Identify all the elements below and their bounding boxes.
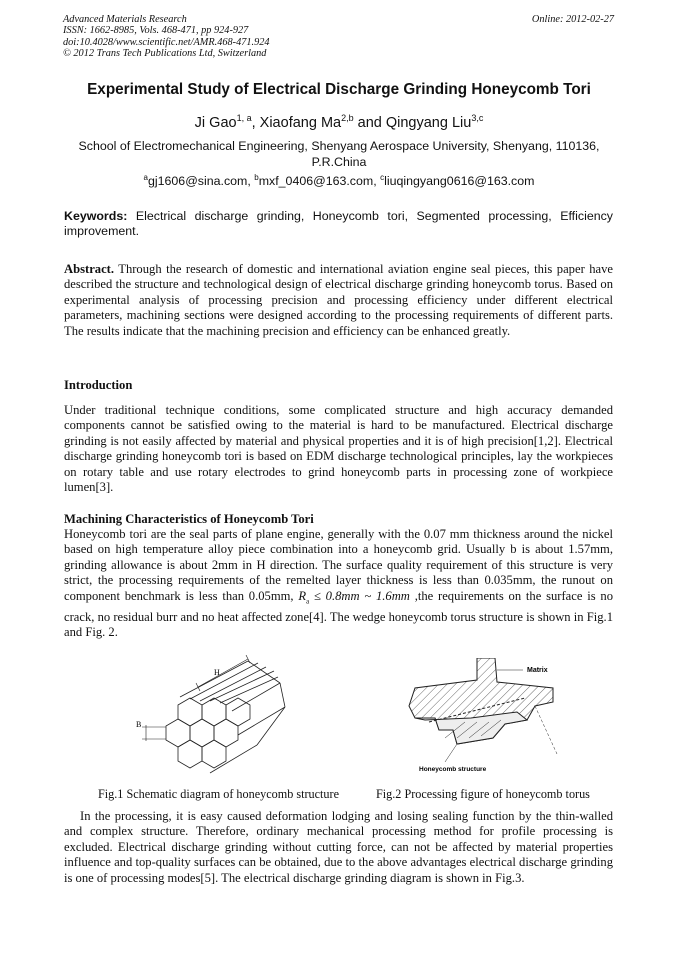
author-1: Ji Gao bbox=[194, 115, 237, 131]
author-2-sup: 2,b bbox=[341, 113, 354, 124]
introduction-text: Under traditional technique conditions, some complicated structure and high accuracy demanded components cannot be satisfied owing to the material is hard to be manufactured. Electrical discharge grinding is not easily affected by material and physical properties and it is of high precision[1,2]. Electrical discharge grinding honeycomb tori is based on EDM discharge technological principles, lay the workpieces on rotary table and use rotary electrodes to grind honeycomb parts in processing zone of workpiece lumen[3]. bbox=[64, 403, 613, 495]
figure-1-caption: Fig.1 Schematic diagram of honeycomb structure bbox=[98, 787, 339, 801]
figure-2-torus bbox=[405, 658, 565, 778]
email-b: mxf_0406@163.com, bbox=[258, 174, 381, 188]
issn-line: ISSN: 1662-8985, Vols. 468-471, pp 924-927 bbox=[63, 25, 249, 37]
email-sup-c: c bbox=[380, 172, 385, 182]
keywords-text: Electrical discharge grinding, Honeycomb tori, Segmented processing, Efficiency improvement. bbox=[64, 209, 613, 238]
introduction-heading: Introduction bbox=[64, 378, 133, 392]
doi-line: doi:10.4028/www.scientific.net/AMR.468-471.924 bbox=[63, 36, 270, 48]
author-line bbox=[0, 115, 678, 131]
online-date: Online: 2012-02-27 bbox=[531, 14, 614, 25]
figure-2-caption: Fig.2 Processing figure of honeycomb torus bbox=[376, 787, 590, 801]
processing-text: In the processing, it is easy caused deformation lodging and losing sealing function by the thin-walled and complex structure. Therefore, ordinary mechanical processing method for profile processing is excluded. Electrical discharge grinding without cutting force, can not be affected by material properties influence and top-quality surfaces can be obtained, due to the above advantages electrical discharge grinding is one of processing modes[5]. The electrical discharge grinding diagram is shown in Fig.3. bbox=[64, 809, 613, 885]
machining-text bbox=[64, 527, 613, 640]
author-3-sup: 3,c bbox=[471, 113, 484, 124]
author-2: , Xiaofang Ma bbox=[251, 115, 342, 131]
keywords bbox=[64, 209, 613, 239]
journal-header bbox=[63, 14, 270, 60]
machining-text-before: Honeycomb tori are the seal parts of plane engine, generally with the 0.07 mm thickness around the nickel based on high temperature alloy piece combination into a honeycomb grid. Usually b is about 1.57mm, grinding allowance is about 2mm in H direction. The surface quality requirement of this structure is very strict, the processing requirements of the remelted layer thickness is less than 0.035mm, the runout on component benchmark is less than 0.05mm, bbox=[64, 527, 613, 603]
formula-sub: a bbox=[306, 597, 310, 606]
fig2-label-matrix: Matrix bbox=[527, 667, 548, 674]
email-sup-a: a bbox=[143, 172, 148, 182]
formula-range: ≤ 0.8mm ~ 1.6mm bbox=[309, 588, 410, 603]
author-1-sup: 1, a bbox=[236, 113, 252, 124]
affiliation: School of Electromechanical Engineering, Shenyang Aerospace University, Shenyang, 110136, P.R.China bbox=[78, 139, 600, 169]
machining-text-after: ,the requirements on the surface is no crack, no residual burr and no heat affected zone[4]. The wedge honeycomb torus structure is shown in Fig.1 and Fig. 2. bbox=[64, 588, 613, 639]
copyright-line: © 2012 Trans Tech Publications Ltd, Switzerland bbox=[63, 48, 267, 60]
paper-title: Experimental Study of Electrical Discharge Grinding Honeycomb Tori bbox=[87, 81, 591, 98]
fig1-label-b: B bbox=[136, 720, 142, 729]
journal-name: Advanced Materials Research bbox=[63, 14, 187, 25]
email-c: liuqingyang0616@163.com bbox=[384, 174, 535, 188]
email-a: gj1606@sina.com, bbox=[147, 174, 255, 188]
fig2-label-honeycomb: Honeycomb structure bbox=[419, 766, 487, 773]
machining-heading: Machining Characteristics of Honeycomb Tori bbox=[64, 512, 314, 526]
figure-1-honeycomb bbox=[130, 655, 300, 775]
author-3: and Qingyang Liu bbox=[353, 115, 472, 131]
abstract-text: Through the research of domestic and international aviation engine seal pieces, this paper have described the structure and technological design of electrical discharge grinding honeycomb torus. Based on experimental analysis of processing precision and processing efficiency under different electrical parameters, machining sections were designed according to the processing requirements of different parts. The results indicate that the machining precision and efficiency can be enhanced greatly. bbox=[64, 262, 613, 338]
fig1-label-h: H bbox=[214, 668, 220, 677]
formula-r: R bbox=[298, 588, 307, 603]
abstract-label: Abstract. bbox=[64, 262, 115, 276]
keywords-label: Keywords: bbox=[64, 209, 128, 223]
email-sup-b: b bbox=[254, 172, 259, 182]
email-line bbox=[0, 174, 678, 188]
abstract bbox=[64, 262, 613, 339]
